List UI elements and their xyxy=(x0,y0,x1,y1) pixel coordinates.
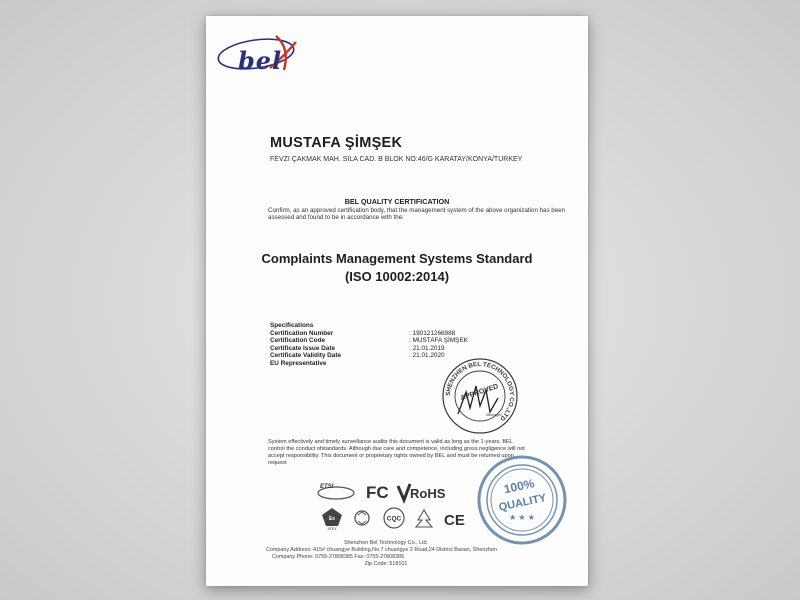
fc-mark-icon: FC xyxy=(366,483,389,502)
spec-labels xyxy=(270,322,341,368)
svg-text:RoHS: RoHS xyxy=(410,486,446,501)
standard-title: Complaints Management Systems Standard xyxy=(261,251,533,266)
standard-code: (ISO 10002:2014) xyxy=(344,269,450,284)
etsi-mark-icon xyxy=(318,484,354,499)
confirmation-text: Confirm, as an approved certification body, that the management system of the above organization has been assessed and found to be in accordance with the: xyxy=(268,207,566,222)
spec-label: Certification Code xyxy=(270,337,326,345)
quality-percent: 100% xyxy=(502,476,536,497)
fcc-tree-mark-icon xyxy=(416,510,432,527)
logo-text: bel xyxy=(238,46,283,75)
certification-code: : MUSTAFA ŞİMŞEK xyxy=(409,337,468,345)
recycle-mark-icon xyxy=(355,511,369,525)
svg-text:Ex: Ex xyxy=(328,516,336,522)
stamp-ring-text: SHENZHEN BEL TECHNOLOGY CO.,LTD xyxy=(444,360,516,423)
certification-number: : 190121266988 xyxy=(409,330,468,338)
spec-label: Specifications xyxy=(270,322,314,329)
svg-text:ETSI: ETSI xyxy=(320,484,334,490)
spec-label: Certification Number xyxy=(270,329,334,337)
stamp-approved-label: APPROVED xyxy=(459,383,500,402)
bel-logo xyxy=(214,28,304,78)
stars-icon: ★ ★ ★ xyxy=(509,513,535,522)
stamp-sub: Manager xyxy=(486,412,502,417)
footer xyxy=(266,540,506,568)
footer-phone: Company Phone: 0755-27808385 Fax: 0755-27808385 xyxy=(272,554,405,560)
surveillance-note: System effectively and timely surveillance audits this document is valid as long as the 1-years. BEL control the conduct ofstandards. Although due care and competence, including gross negligence will not accept responsibility. This document or proprietary rights owned by BEL and must be returned upon request xyxy=(268,439,525,466)
quality-stamp xyxy=(476,454,568,546)
footer-zip: Zip Code: 518101 xyxy=(364,561,408,567)
atex-mark-icon xyxy=(322,508,342,530)
holder-address: FEVZI ÇAKMAK MAH. SILA CAD. B BLOK NO:46/G KARATAY/KONYA/TURKEY xyxy=(270,156,523,163)
footer-address: Company Address: 415# chuangye Building,No.7 chuangye 2 Road,24 District Baoan, Shenzhen xyxy=(266,547,498,553)
svg-text:ATEX: ATEX xyxy=(327,527,337,530)
issue-date: : 21.01.2019 xyxy=(409,345,468,353)
footer-company: Shenzhen Bel Technology Co., Ltd. xyxy=(343,540,429,546)
certification-marks-row1 xyxy=(314,478,474,504)
certification-marks-row2 xyxy=(318,506,473,530)
spec-label: Certificate Issue Date xyxy=(270,344,335,352)
validity-date: : 21.01.2020 xyxy=(409,352,468,360)
svg-text:CQC: CQC xyxy=(386,515,402,523)
certification-heading: BEL QUALITY CERTIFICATION xyxy=(344,197,450,206)
holder-name: MUSTAFA ŞİMŞEK xyxy=(270,135,403,151)
quality-word: QUALITY xyxy=(497,492,548,514)
spec-label: Certificate Validity Date xyxy=(270,352,342,360)
rohs-mark-icon xyxy=(398,484,446,501)
cqc-mark-icon xyxy=(384,508,404,528)
certificate-paper xyxy=(206,16,588,586)
spec-label: EU Representative xyxy=(270,359,327,367)
ce-mark-icon: CE xyxy=(444,512,465,529)
approved-stamp xyxy=(440,356,520,436)
